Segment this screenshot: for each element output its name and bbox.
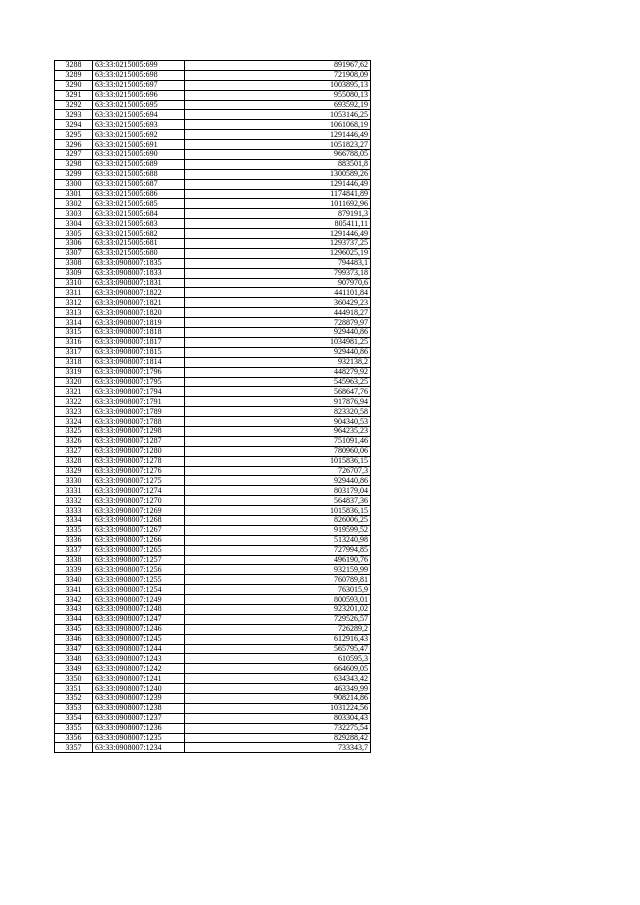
cadastral-number: 63:33:0908007:1821 xyxy=(93,298,185,308)
cadastral-value: 1011692,96 xyxy=(185,199,371,209)
table-row xyxy=(55,268,371,278)
cadastral-number: 63:33:0215005:697 xyxy=(93,80,185,90)
cadastral-value: 1174841,89 xyxy=(185,189,371,199)
cadastral-number: 63:33:0908007:1794 xyxy=(93,387,185,397)
table-row xyxy=(55,575,371,585)
table-row xyxy=(55,219,371,229)
row-number: 3357 xyxy=(55,743,93,753)
cadastral-value: 727994,85 xyxy=(185,545,371,555)
row-number: 3297 xyxy=(55,150,93,160)
cadastral-value: 751091,46 xyxy=(185,436,371,446)
row-number: 3318 xyxy=(55,357,93,367)
cadastral-value: 1053146,25 xyxy=(185,110,371,120)
row-number: 3298 xyxy=(55,159,93,169)
cadastral-number: 63:33:0908007:1275 xyxy=(93,476,185,486)
cadastral-number: 63:33:0908007:1241 xyxy=(93,674,185,684)
row-number: 3346 xyxy=(55,634,93,644)
cadastral-number: 63:33:0908007:1789 xyxy=(93,407,185,417)
cadastral-number: 63:33:0908007:1245 xyxy=(93,634,185,644)
cadastral-number: 63:33:0215005:694 xyxy=(93,110,185,120)
row-number: 3356 xyxy=(55,733,93,743)
cadastral-number: 63:33:0908007:1833 xyxy=(93,268,185,278)
cadastral-value: 726707,3 xyxy=(185,466,371,476)
table-row xyxy=(55,179,371,189)
cadastral-number: 63:33:0908007:1267 xyxy=(93,525,185,535)
table-row xyxy=(55,595,371,605)
row-number: 3302 xyxy=(55,199,93,209)
cadastral-value: 1051823,27 xyxy=(185,140,371,150)
cadastral-number: 63:33:0215005:681 xyxy=(93,239,185,249)
row-number: 3312 xyxy=(55,298,93,308)
cadastral-number: 63:33:0215005:693 xyxy=(93,120,185,130)
table-row xyxy=(55,367,371,377)
cadastral-value: 829288,42 xyxy=(185,733,371,743)
cadastral-number: 63:33:0908007:1238 xyxy=(93,703,185,713)
row-number: 3353 xyxy=(55,703,93,713)
table-row xyxy=(55,258,371,268)
table-row xyxy=(55,466,371,476)
cadastral-number: 63:33:0908007:1270 xyxy=(93,496,185,506)
cadastral-number: 63:33:0908007:1814 xyxy=(93,357,185,367)
cadastral-value: 513240,98 xyxy=(185,535,371,545)
cadastral-value: 907970,6 xyxy=(185,278,371,288)
row-number: 3329 xyxy=(55,466,93,476)
row-number: 3303 xyxy=(55,209,93,219)
cadastral-number: 63:33:0908007:1257 xyxy=(93,555,185,565)
cadastral-number: 63:33:0908007:1266 xyxy=(93,535,185,545)
row-number: 3317 xyxy=(55,347,93,357)
row-number: 3343 xyxy=(55,604,93,614)
cadastral-value: 799373,18 xyxy=(185,268,371,278)
cadastral-value: 448279,92 xyxy=(185,367,371,377)
table-row xyxy=(55,61,371,71)
row-number: 3349 xyxy=(55,664,93,674)
cadastral-number: 63:33:0215005:680 xyxy=(93,248,185,258)
table-row xyxy=(55,328,371,338)
row-number: 3332 xyxy=(55,496,93,506)
row-number: 3305 xyxy=(55,229,93,239)
table-row xyxy=(55,674,371,684)
row-number: 3338 xyxy=(55,555,93,565)
cadastral-number: 63:33:0908007:1269 xyxy=(93,506,185,516)
row-number: 3336 xyxy=(55,535,93,545)
table-row xyxy=(55,604,371,614)
table-row xyxy=(55,664,371,674)
cadastral-number: 63:33:0908007:1817 xyxy=(93,337,185,347)
row-number: 3290 xyxy=(55,80,93,90)
table-row xyxy=(55,169,371,179)
table-body xyxy=(55,61,371,753)
cadastral-value: 908214,86 xyxy=(185,694,371,704)
cadastral-number: 63:33:0908007:1237 xyxy=(93,713,185,723)
table-row xyxy=(55,703,371,713)
cadastral-value: 879191,3 xyxy=(185,209,371,219)
cadastral-value: 929440,86 xyxy=(185,328,371,338)
row-number: 3340 xyxy=(55,575,93,585)
cadastral-value: 1015836,15 xyxy=(185,506,371,516)
row-number: 3319 xyxy=(55,367,93,377)
cadastral-value: 1296025,19 xyxy=(185,248,371,258)
row-number: 3313 xyxy=(55,308,93,318)
table-row xyxy=(55,417,371,427)
row-number: 3306 xyxy=(55,239,93,249)
cadastral-number: 63:33:0908007:1795 xyxy=(93,377,185,387)
cadastral-number: 63:33:0908007:1278 xyxy=(93,456,185,466)
cadastral-number: 63:33:0908007:1234 xyxy=(93,743,185,753)
table-row xyxy=(55,426,371,436)
row-number: 3339 xyxy=(55,565,93,575)
cadastral-value-table xyxy=(54,60,371,753)
row-number: 3320 xyxy=(55,377,93,387)
row-number: 3335 xyxy=(55,525,93,535)
row-number: 3292 xyxy=(55,100,93,110)
cadastral-value: 794483,1 xyxy=(185,258,371,268)
cadastral-value: 929440,86 xyxy=(185,347,371,357)
cadastral-number: 63:33:0215005:692 xyxy=(93,130,185,140)
cadastral-value: 883501,8 xyxy=(185,159,371,169)
table-row xyxy=(55,288,371,298)
row-number: 3296 xyxy=(55,140,93,150)
cadastral-number: 63:33:0215005:690 xyxy=(93,150,185,160)
row-number: 3350 xyxy=(55,674,93,684)
table-row xyxy=(55,694,371,704)
cadastral-number: 63:33:0215005:695 xyxy=(93,100,185,110)
cadastral-value: 823320,58 xyxy=(185,407,371,417)
table-row xyxy=(55,308,371,318)
cadastral-value: 932138,2 xyxy=(185,357,371,367)
cadastral-number: 63:33:0908007:1819 xyxy=(93,318,185,328)
table-row xyxy=(55,318,371,328)
cadastral-value: 733343,7 xyxy=(185,743,371,753)
cadastral-number: 63:33:0908007:1287 xyxy=(93,436,185,446)
table-row xyxy=(55,239,371,249)
cadastral-value: 805411,11 xyxy=(185,219,371,229)
table-row xyxy=(55,347,371,357)
table-row xyxy=(55,70,371,80)
cadastral-value: 693592,19 xyxy=(185,100,371,110)
cadastral-value: 634343,42 xyxy=(185,674,371,684)
table-row xyxy=(55,298,371,308)
cadastral-value: 1003895,13 xyxy=(185,80,371,90)
cadastral-value: 966788,05 xyxy=(185,150,371,160)
cadastral-number: 63:33:0908007:1243 xyxy=(93,654,185,664)
cadastral-value: 932159,99 xyxy=(185,565,371,575)
cadastral-value: 545963,25 xyxy=(185,377,371,387)
cadastral-value: 929440,86 xyxy=(185,476,371,486)
table-row xyxy=(55,525,371,535)
row-number: 3293 xyxy=(55,110,93,120)
table-row xyxy=(55,723,371,733)
cadastral-value: 1015836,15 xyxy=(185,456,371,466)
row-number: 3331 xyxy=(55,486,93,496)
cadastral-number: 63:33:0908007:1276 xyxy=(93,466,185,476)
cadastral-value: 964235,23 xyxy=(185,426,371,436)
row-number: 3295 xyxy=(55,130,93,140)
cadastral-value: 1291446,49 xyxy=(185,179,371,189)
table-row xyxy=(55,585,371,595)
row-number: 3307 xyxy=(55,248,93,258)
cadastral-number: 63:33:0215005:685 xyxy=(93,199,185,209)
table-row xyxy=(55,229,371,239)
table-row xyxy=(55,90,371,100)
cadastral-value: 1293737,25 xyxy=(185,239,371,249)
row-number: 3326 xyxy=(55,436,93,446)
table-row xyxy=(55,357,371,367)
cadastral-number: 63:33:0908007:1242 xyxy=(93,664,185,674)
cadastral-number: 63:33:0908007:1280 xyxy=(93,446,185,456)
row-number: 3354 xyxy=(55,713,93,723)
cadastral-value: 1034981,25 xyxy=(185,337,371,347)
cadastral-value: 565795,47 xyxy=(185,644,371,654)
cadastral-number: 63:33:0908007:1831 xyxy=(93,278,185,288)
cadastral-number: 63:33:0908007:1268 xyxy=(93,515,185,525)
table-row xyxy=(55,130,371,140)
cadastral-value: 728879,97 xyxy=(185,318,371,328)
row-number: 3337 xyxy=(55,545,93,555)
cadastral-number: 63:33:0908007:1818 xyxy=(93,328,185,338)
cadastral-value: 496190,76 xyxy=(185,555,371,565)
cadastral-number: 63:33:0908007:1820 xyxy=(93,308,185,318)
table-row xyxy=(55,654,371,664)
row-number: 3308 xyxy=(55,258,93,268)
row-number: 3325 xyxy=(55,426,93,436)
cadastral-number: 63:33:0215005:699 xyxy=(93,61,185,71)
cadastral-number: 63:33:0908007:1235 xyxy=(93,733,185,743)
table-row xyxy=(55,278,371,288)
cadastral-number: 63:33:0908007:1274 xyxy=(93,486,185,496)
cadastral-number: 63:33:0215005:689 xyxy=(93,159,185,169)
table-row xyxy=(55,209,371,219)
table-row xyxy=(55,476,371,486)
row-number: 3330 xyxy=(55,476,93,486)
cadastral-number: 63:33:0215005:687 xyxy=(93,179,185,189)
row-number: 3323 xyxy=(55,407,93,417)
row-number: 3334 xyxy=(55,515,93,525)
cadastral-value: 1061068,19 xyxy=(185,120,371,130)
cadastral-value: 917876,94 xyxy=(185,397,371,407)
cadastral-number: 63:33:0908007:1249 xyxy=(93,595,185,605)
table-row xyxy=(55,407,371,417)
table-row xyxy=(55,337,371,347)
row-number: 3314 xyxy=(55,318,93,328)
cadastral-number: 63:33:0908007:1236 xyxy=(93,723,185,733)
table-row xyxy=(55,140,371,150)
cadastral-value: 1300589,26 xyxy=(185,169,371,179)
cadastral-number: 63:33:0215005:684 xyxy=(93,209,185,219)
table-row xyxy=(55,189,371,199)
table-row xyxy=(55,555,371,565)
cadastral-value: 568647,76 xyxy=(185,387,371,397)
row-number: 3322 xyxy=(55,397,93,407)
row-number: 3316 xyxy=(55,337,93,347)
cadastral-value: 664609,05 xyxy=(185,664,371,674)
cadastral-number: 63:33:0908007:1239 xyxy=(93,694,185,704)
cadastral-number: 63:33:0215005:698 xyxy=(93,70,185,80)
cadastral-value: 760789,81 xyxy=(185,575,371,585)
cadastral-number: 63:33:0908007:1256 xyxy=(93,565,185,575)
row-number: 3348 xyxy=(55,654,93,664)
cadastral-value: 441101,84 xyxy=(185,288,371,298)
table-row xyxy=(55,446,371,456)
row-number: 3347 xyxy=(55,644,93,654)
cadastral-number: 63:33:0908007:1255 xyxy=(93,575,185,585)
table-row xyxy=(55,545,371,555)
table-row xyxy=(55,100,371,110)
table-row xyxy=(55,377,371,387)
cadastral-number: 63:33:0908007:1822 xyxy=(93,288,185,298)
cadastral-number: 63:33:0215005:686 xyxy=(93,189,185,199)
cadastral-number: 63:33:0908007:1248 xyxy=(93,604,185,614)
cadastral-value: 919599,52 xyxy=(185,525,371,535)
cadastral-number: 63:33:0215005:688 xyxy=(93,169,185,179)
table-row xyxy=(55,515,371,525)
cadastral-number: 63:33:0215005:696 xyxy=(93,90,185,100)
table-row xyxy=(55,644,371,654)
table-row xyxy=(55,120,371,130)
cadastral-value: 923201,02 xyxy=(185,604,371,614)
cadastral-number: 63:33:0908007:1796 xyxy=(93,367,185,377)
row-number: 3310 xyxy=(55,278,93,288)
cadastral-number: 63:33:0908007:1265 xyxy=(93,545,185,555)
cadastral-value: 612916,43 xyxy=(185,634,371,644)
cadastral-number: 63:33:0908007:1791 xyxy=(93,397,185,407)
cadastral-value: 463349,99 xyxy=(185,684,371,694)
table-row xyxy=(55,565,371,575)
row-number: 3341 xyxy=(55,585,93,595)
cadastral-value: 904340,53 xyxy=(185,417,371,427)
row-number: 3299 xyxy=(55,169,93,179)
cadastral-value: 1291446,49 xyxy=(185,229,371,239)
table-row xyxy=(55,614,371,624)
table-row xyxy=(55,743,371,753)
row-number: 3289 xyxy=(55,70,93,80)
row-number: 3301 xyxy=(55,189,93,199)
cadastral-value: 800593,01 xyxy=(185,595,371,605)
table-row xyxy=(55,456,371,466)
row-number: 3309 xyxy=(55,268,93,278)
cadastral-value: 1291446,49 xyxy=(185,130,371,140)
cadastral-value: 763015,9 xyxy=(185,585,371,595)
cadastral-value: 803179,04 xyxy=(185,486,371,496)
row-number: 3327 xyxy=(55,446,93,456)
cadastral-value: 360429,23 xyxy=(185,298,371,308)
row-number: 3311 xyxy=(55,288,93,298)
cadastral-value: 891967,62 xyxy=(185,61,371,71)
table-row xyxy=(55,159,371,169)
cadastral-value: 610595,3 xyxy=(185,654,371,664)
table-row xyxy=(55,387,371,397)
row-number: 3345 xyxy=(55,624,93,634)
cadastral-number: 63:33:0215005:691 xyxy=(93,140,185,150)
cadastral-number: 63:33:0908007:1246 xyxy=(93,624,185,634)
cadastral-value: 564837,36 xyxy=(185,496,371,506)
cadastral-value: 955080,13 xyxy=(185,90,371,100)
cadastral-value: 803304,43 xyxy=(185,713,371,723)
cadastral-number: 63:33:0908007:1788 xyxy=(93,417,185,427)
table-row xyxy=(55,713,371,723)
row-number: 3324 xyxy=(55,417,93,427)
row-number: 3291 xyxy=(55,90,93,100)
table-row xyxy=(55,535,371,545)
cadastral-number: 63:33:0908007:1815 xyxy=(93,347,185,357)
cadastral-value: 732275,54 xyxy=(185,723,371,733)
row-number: 3321 xyxy=(55,387,93,397)
row-number: 3351 xyxy=(55,684,93,694)
cadastral-number: 63:33:0908007:1254 xyxy=(93,585,185,595)
cadastral-number: 63:33:0215005:683 xyxy=(93,219,185,229)
table-row xyxy=(55,80,371,90)
row-number: 3344 xyxy=(55,614,93,624)
cadastral-number: 63:33:0908007:1240 xyxy=(93,684,185,694)
cadastral-value: 1031224,56 xyxy=(185,703,371,713)
cadastral-value: 729526,57 xyxy=(185,614,371,624)
cadastral-value: 780960,06 xyxy=(185,446,371,456)
row-number: 3352 xyxy=(55,694,93,704)
table-row xyxy=(55,496,371,506)
table-row xyxy=(55,634,371,644)
cadastral-value: 721908,09 xyxy=(185,70,371,80)
table-row xyxy=(55,397,371,407)
row-number: 3300 xyxy=(55,179,93,189)
row-number: 3342 xyxy=(55,595,93,605)
row-number: 3333 xyxy=(55,506,93,516)
cadastral-number: 63:33:0908007:1244 xyxy=(93,644,185,654)
table-row xyxy=(55,624,371,634)
row-number: 3355 xyxy=(55,723,93,733)
row-number: 3315 xyxy=(55,328,93,338)
cadastral-value: 444918,27 xyxy=(185,308,371,318)
cadastral-value: 726289,2 xyxy=(185,624,371,634)
row-number: 3328 xyxy=(55,456,93,466)
table-row xyxy=(55,199,371,209)
row-number: 3288 xyxy=(55,61,93,71)
table-row xyxy=(55,684,371,694)
row-number: 3304 xyxy=(55,219,93,229)
table-row xyxy=(55,248,371,258)
cadastral-number: 63:33:0908007:1247 xyxy=(93,614,185,624)
cadastral-value: 826006,25 xyxy=(185,515,371,525)
table-row xyxy=(55,486,371,496)
table-row xyxy=(55,110,371,120)
table-row xyxy=(55,436,371,446)
cadastral-number: 63:33:0908007:1298 xyxy=(93,426,185,436)
cadastral-number: 63:33:0215005:682 xyxy=(93,229,185,239)
cadastral-number: 63:33:0908007:1835 xyxy=(93,258,185,268)
table-row xyxy=(55,150,371,160)
table-row xyxy=(55,506,371,516)
table-row xyxy=(55,733,371,743)
row-number: 3294 xyxy=(55,120,93,130)
